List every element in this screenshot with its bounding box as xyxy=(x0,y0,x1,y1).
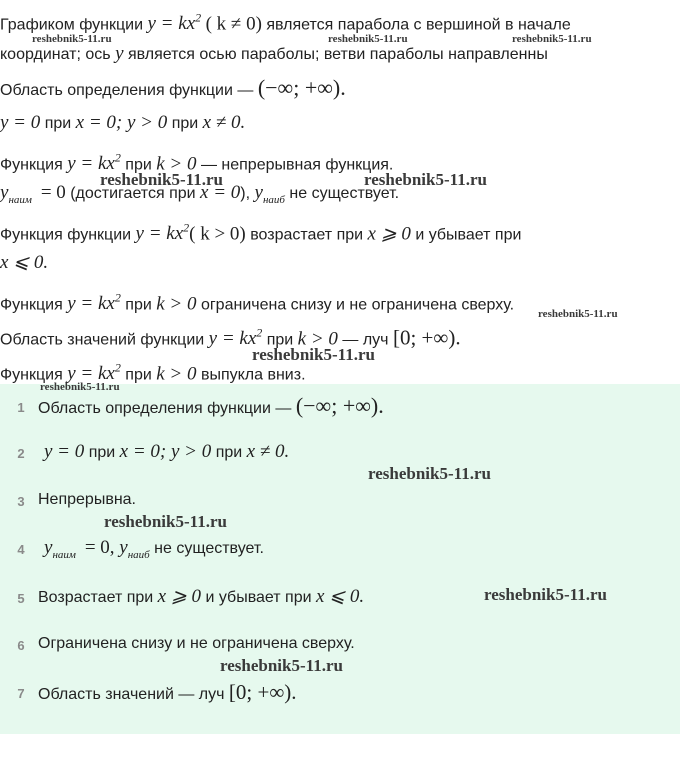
step-number: 6 xyxy=(17,638,25,653)
text-line-10: Область значений функции $y = kx^2$ при k > 0 — луч [0; +∞). xyxy=(0,325,461,350)
text-line-9: Функция $y = kx^2$ при k > 0 ограничена снизу и не ограничена сверху. xyxy=(0,291,515,315)
text-line-8: x ⩽ 0. xyxy=(0,252,49,273)
watermark: reshebnik5-11.ru xyxy=(364,170,487,189)
text-line-5: Функция $y = kx^2$ при k > 0 — непрерывная функция. xyxy=(0,151,394,175)
watermark: reshebnik5-11.ru xyxy=(538,308,618,320)
watermark: reshebnik5-11.ru xyxy=(328,33,408,45)
math-y-kx2: $y = kx^2$ xyxy=(147,11,202,35)
step-6: Ограничена снизу и не ограничена сверху. xyxy=(38,635,355,652)
step-2: y = 0 при x = 0; y > 0 при x ≠ 0. xyxy=(44,441,290,462)
watermark: reshebnik5-11.ru xyxy=(104,512,227,531)
step-1: Область определения функции — (−∞; +∞). xyxy=(38,393,384,418)
text-line-1: Графиком функции $y = kx^2$ ( k ≠ 0) является парабола с вершиной в начале xyxy=(0,11,571,35)
text-line-4: y = 0 при x = 0; y > 0 при x ≠ 0. xyxy=(0,112,246,133)
watermark: reshebnik5-11.ru xyxy=(32,33,112,45)
summary-panel xyxy=(0,384,680,734)
step-4: $y_{наим} = 0$, $y_{наиб}$ не существует. xyxy=(44,537,264,561)
step-number: 5 xyxy=(17,591,25,606)
text-line-3: Область определения функции — (−∞; +∞). xyxy=(0,75,346,100)
watermark: reshebnik5-11.ru xyxy=(40,381,120,393)
text-line-7: Функция функции $y = kx^2$( k > 0) возрастает при x ⩾ 0 и убывает при xyxy=(0,221,522,245)
watermark: reshebnik5-11.ru xyxy=(512,33,592,45)
watermark: reshebnik5-11.ru xyxy=(368,464,491,483)
step-number: 7 xyxy=(17,686,25,701)
watermark: reshebnik5-11.ru xyxy=(220,656,343,675)
step-5: Возрастает при x ⩾ 0 и убывает при x ⩽ 0. xyxy=(38,586,365,607)
step-3: Непрерывна. xyxy=(38,491,136,508)
step-7: Область значений — луч [0; +∞). xyxy=(38,680,297,704)
step-number: 3 xyxy=(17,494,25,509)
text-line-11: Функция $y = kx^2$ при k > 0 выпукла вниз. xyxy=(0,361,306,385)
text-line-6: $y_{наим} = 0$ (достигается при x = 0), $y_{наиб}$ не существует. xyxy=(0,182,400,206)
step-number: 1 xyxy=(17,400,25,415)
step-number: 4 xyxy=(17,542,25,557)
watermark: reshebnik5-11.ru xyxy=(252,345,375,364)
watermark: reshebnik5-11.ru xyxy=(100,170,223,189)
watermark: reshebnik5-11.ru xyxy=(484,585,607,604)
step-number: 2 xyxy=(17,446,25,461)
text-line-2: координат; ось y является осью параболы; ветви параболы направленны xyxy=(0,43,548,64)
